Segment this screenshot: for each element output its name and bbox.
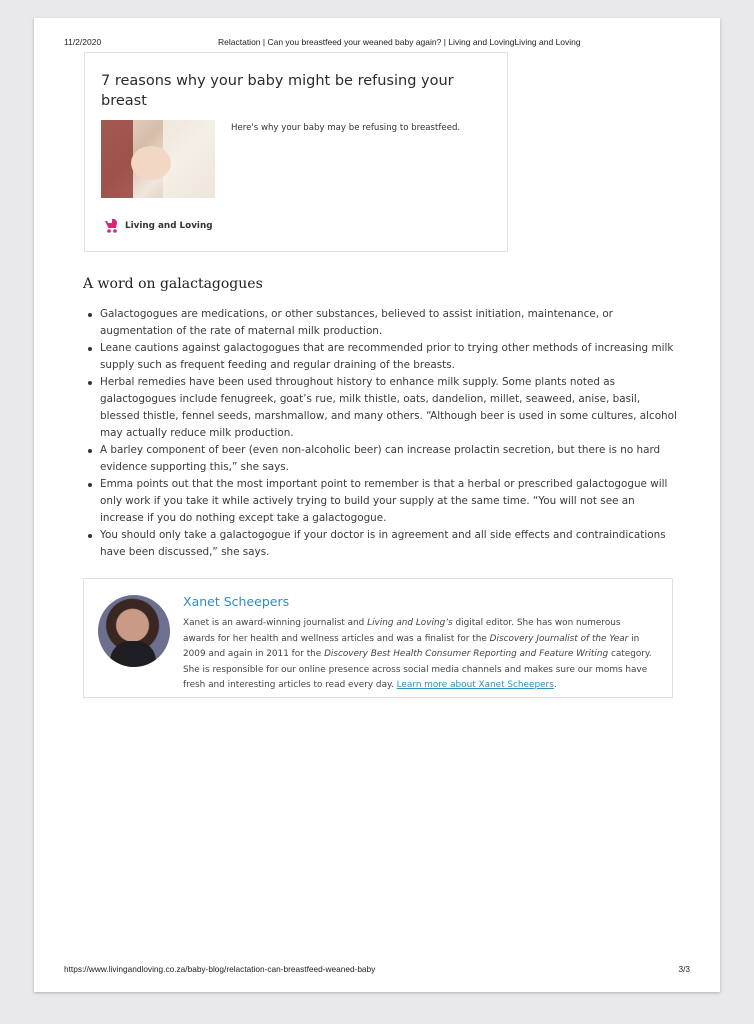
page-number: 3/3 <box>678 964 690 974</box>
bullet-icon <box>88 483 92 487</box>
page-url: https://www.livingandloving.co.za/baby-blog/relactation-can-breastfeed-weaned-baby <box>64 964 376 974</box>
print-date: 11/2/2020 <box>64 37 102 47</box>
related-article-card[interactable] <box>84 52 508 252</box>
related-article-thumbnail[interactable] <box>101 120 215 198</box>
list-item: Herbal remedies have been used throughout history to enhance milk supply. Some plants noted as galactogogues include fenugreek, goat’s rue, milk thistle, oats, dandelion, millet, seaweed, anise, basil, blessed thistle, fennel seeds, marshmallow, and many others. “Although beer is used in some cultures, alcohol may actually reduce milk production. <box>84 374 678 442</box>
bullet-icon <box>88 347 92 351</box>
list-item: Galactogogues are medications, or other substances, believed to assist initiation, maintenance, or augmentation of the rate of maternal milk production. <box>84 306 678 340</box>
galactagogues-list <box>84 306 678 561</box>
list-item: Leane cautions against galactogogues that are recommended prior to trying other methods of increasing milk supply such as frequent feeding and regular draining of the breasts. <box>84 340 678 374</box>
bullet-icon <box>88 313 92 317</box>
author-bio: Xanet is an award-winning journalist and Living and Loving’s digital editor. She has won numerous awards for her health and wellness articles and was a finalist for the Discovery Journalist of the Year in 2009 and again in 2011 for the Discovery Best Health Consumer Reporting and Feature Writing category. She is responsible for our online presence across social media channels and makes sure our moms have fresh and interesting articles to read every day. Learn more about Xanet Scheepers. <box>183 618 652 690</box>
pram-icon <box>103 218 119 234</box>
list-item: You should only take a galactogogue if your doctor is in agreement and all side effects and contraindications have been discussed,” she says. <box>84 527 678 561</box>
print-page-title: Relactation | Can you breastfeed your weaned baby again? | Living and LovingLiving and Loving <box>218 37 581 47</box>
brand-badge <box>103 218 213 234</box>
author-box <box>83 578 673 698</box>
bullet-icon <box>88 381 92 385</box>
list-item: Emma points out that the most important point to remember is that a herbal or prescribed galactogogue will only work if you take it while actively trying to build your supply at the same time. “You will not see an increase if you do nothing except take a galactogogue. <box>84 476 678 527</box>
related-article-title[interactable]: 7 reasons why your baby might be refusing your breast <box>101 73 454 109</box>
related-article-description: Here's why your baby may be refusing to breastfeed. <box>231 123 461 133</box>
author-avatar <box>98 595 170 667</box>
author-name[interactable]: Xanet Scheepers <box>183 594 290 609</box>
printed-page <box>34 18 720 992</box>
bullet-icon <box>88 534 92 538</box>
list-item: A barley component of beer (even non-alcoholic beer) can increase prolactin secretion, but there is no hard evidence supporting this,” she says. <box>84 442 678 476</box>
bullet-icon <box>88 449 92 453</box>
author-profile-link[interactable]: Learn more about Xanet Scheepers <box>396 680 554 690</box>
brand-name: Living and Loving <box>125 221 213 231</box>
section-heading: A word on galactagogues <box>83 276 263 292</box>
